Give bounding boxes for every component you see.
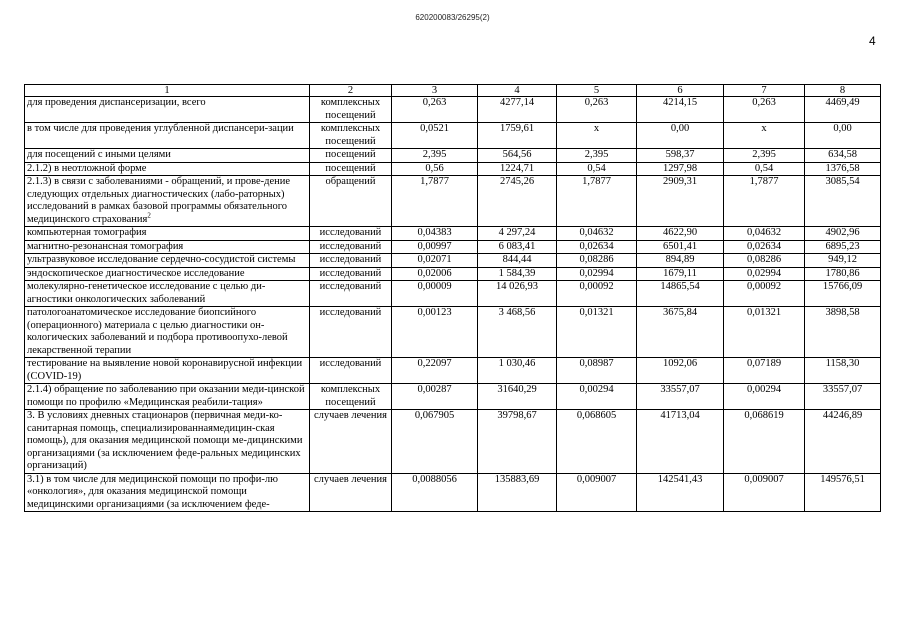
- value-cell-col4: 1 584,39: [478, 267, 557, 281]
- value-cell-col6: 1679,11: [637, 267, 724, 281]
- row-name: тестирование на выявление новой коронавирусной инфекции (COVID-19): [27, 358, 303, 382]
- value-cell-col3: 0,0088056: [392, 473, 478, 512]
- row-name: 3.1) в том числе для медицинской помощи по профи-лю «онкология», для оказания медицинской помощи медицинскими организациями (за исключением феде-: [27, 473, 278, 510]
- value-cell-col6: 3675,84: [637, 307, 724, 358]
- value-cell-col4: 39798,67: [478, 410, 557, 474]
- value-cell-col7: 0,00092: [724, 281, 805, 307]
- value-cell-col7: 0,08286: [724, 254, 805, 268]
- unit-cell: исследований: [310, 358, 392, 384]
- value-cell-col5: 0,08987: [557, 358, 637, 384]
- table-row: [25, 281, 881, 307]
- value-cell-col4: 1 030,46: [478, 358, 557, 384]
- value-cell-col4: 3 468,56: [478, 307, 557, 358]
- value-cell-col7: 2,395: [724, 149, 805, 163]
- document-code: 620200083/26295(2): [415, 13, 490, 22]
- value-cell-col4: 2745,26: [478, 176, 557, 227]
- table-row: [25, 473, 881, 512]
- table-row: [25, 358, 881, 384]
- value-cell-col3: 0,0521: [392, 123, 478, 149]
- unit-cell: исследований: [310, 240, 392, 254]
- value-cell-col4: 4 297,24: [478, 227, 557, 241]
- value-cell-col8: 3085,54: [805, 176, 881, 227]
- value-cell-col5: 0,009007: [557, 473, 637, 512]
- value-cell-col8: 0,00: [805, 123, 881, 149]
- value-cell-col5: 1,7877: [557, 176, 637, 227]
- table-row: [25, 410, 881, 474]
- value-cell-col8: 44246,89: [805, 410, 881, 474]
- value-cell-col4: 4277,14: [478, 97, 557, 123]
- table-row: [25, 227, 881, 241]
- column-number-2: 2: [310, 85, 392, 97]
- row-name: ультразвуковое исследование сердечно-сосудистой системы: [27, 254, 296, 265]
- row-name-cell: [25, 123, 310, 149]
- value-cell-col3: 0,00287: [392, 384, 478, 410]
- value-cell-col4: 1759,61: [478, 123, 557, 149]
- value-cell-col7: 0,263: [724, 97, 805, 123]
- value-cell-col3: 0,00123: [392, 307, 478, 358]
- row-name: патологоанатомическое исследование биопсийного (операционного) материала с целью диагностики он-кологических заболеваний и подбора противоопухо-левой лекарственной терапии: [27, 307, 288, 356]
- value-cell-col6: 14865,54: [637, 281, 724, 307]
- row-name: компьютерная томография: [27, 227, 147, 238]
- row-name-cell: [25, 254, 310, 268]
- value-cell-col8: 15766,09: [805, 281, 881, 307]
- table-row: [25, 254, 881, 268]
- value-cell-col8: 634,58: [805, 149, 881, 163]
- table-row: [25, 240, 881, 254]
- value-cell-col5: 2,395: [557, 149, 637, 163]
- value-cell-col3: 0,02071: [392, 254, 478, 268]
- column-number-1: 1: [25, 85, 310, 97]
- row-name-cell: [25, 240, 310, 254]
- table-row: [25, 97, 881, 123]
- row-name: 2.1.4) обращение по заболеванию при оказании меди-цинской помощи по профилю «Медицинская реабили-тация»: [27, 384, 305, 408]
- value-cell-col5: 0,01321: [557, 307, 637, 358]
- value-cell-col4: 31640,29: [478, 384, 557, 410]
- value-cell-col6: 142541,43: [637, 473, 724, 512]
- value-cell-col6: 4622,90: [637, 227, 724, 241]
- value-cell-col5: 0,068605: [557, 410, 637, 474]
- value-cell-col7: 0,068619: [724, 410, 805, 474]
- row-name-cell: [25, 97, 310, 123]
- tariff-table: [24, 84, 881, 512]
- value-cell-col8: 4469,49: [805, 97, 881, 123]
- column-number-6: 6: [637, 85, 724, 97]
- value-cell-col4: 564,56: [478, 149, 557, 163]
- table-row: [25, 307, 881, 358]
- column-number-header: [25, 85, 881, 97]
- unit-cell: посещений: [310, 162, 392, 176]
- row-name: молекулярно-генетическое исследование с целью ди-агностики онкологических заболеваний: [27, 281, 266, 305]
- value-cell-col5: 0,04632: [557, 227, 637, 241]
- column-number-3: 3: [392, 85, 478, 97]
- value-cell-col6: 1297,98: [637, 162, 724, 176]
- value-cell-col8: 3898,58: [805, 307, 881, 358]
- value-cell-col4: 6 083,41: [478, 240, 557, 254]
- value-cell-col5: 0,00294: [557, 384, 637, 410]
- value-cell-col7: 0,07189: [724, 358, 805, 384]
- row-name: эндоскопическое диагностическое исследование: [27, 267, 245, 279]
- unit-cell: исследований: [310, 254, 392, 268]
- value-cell-col8: 149576,51: [805, 473, 881, 512]
- value-cell-col3: 0,067905: [392, 410, 478, 474]
- value-cell-col8: 1376,58: [805, 162, 881, 176]
- value-cell-col3: 0,04383: [392, 227, 478, 241]
- value-cell-col3: 0,00009: [392, 281, 478, 307]
- unit-cell: исследований: [310, 307, 392, 358]
- value-cell-col3: 0,56: [392, 162, 478, 176]
- value-cell-col7: 0,02634: [724, 240, 805, 254]
- row-name: 2.1.2) в неотложной форме: [27, 162, 147, 174]
- value-cell-col8: 6895,23: [805, 240, 881, 254]
- row-name: для посещений с иными целями: [27, 149, 171, 160]
- value-cell-col6: 33557,07: [637, 384, 724, 410]
- value-cell-col3: 0,00997: [392, 240, 478, 254]
- unit-cell: обращений: [310, 176, 392, 227]
- value-cell-col4: 1224,71: [478, 162, 557, 176]
- value-cell-col5: х: [557, 123, 637, 149]
- value-cell-col5: 0,08286: [557, 254, 637, 268]
- unit-cell: случаев лечения: [310, 410, 392, 474]
- table-row: [25, 384, 881, 410]
- value-cell-col5: 0,02634: [557, 240, 637, 254]
- value-cell-col3: 2,395: [392, 149, 478, 163]
- value-cell-col4: 844,44: [478, 254, 557, 268]
- value-cell-col6: 4214,15: [637, 97, 724, 123]
- value-cell-col5: 0,54: [557, 162, 637, 176]
- row-name-cell: [25, 149, 310, 163]
- row-name-cell: [25, 410, 310, 474]
- table-row: [25, 162, 881, 176]
- unit-cell: посещений: [310, 149, 392, 163]
- value-cell-col7: 0,009007: [724, 473, 805, 512]
- value-cell-col8: 33557,07: [805, 384, 881, 410]
- value-cell-col3: 0,263: [392, 97, 478, 123]
- row-name-cell: [25, 176, 310, 227]
- value-cell-col5: 0,00092: [557, 281, 637, 307]
- value-cell-col6: 894,89: [637, 254, 724, 268]
- unit-cell: исследований: [310, 227, 392, 241]
- column-number-7: 7: [724, 85, 805, 97]
- value-cell-col8: 1158,30: [805, 358, 881, 384]
- column-number-4: 4: [478, 85, 557, 97]
- row-name-cell: [25, 267, 310, 281]
- value-cell-col6: 0,00: [637, 123, 724, 149]
- row-name: 2.1.3) в связи с заболеваниями - обращений, и прове-дение следующих отдельных диагностических (лабо-раторных) исследований в рамках базовой программы обязательного медицинского страхования: [27, 176, 291, 225]
- value-cell-col7: 0,04632: [724, 227, 805, 241]
- column-number-5: 5: [557, 85, 637, 97]
- value-cell-col3: 0,02006: [392, 267, 478, 281]
- value-cell-col7: 0,02994: [724, 267, 805, 281]
- row-name-cell: [25, 307, 310, 358]
- unit-cell: комплексных посещений: [310, 97, 392, 123]
- table-row: [25, 176, 881, 227]
- value-cell-col7: 0,00294: [724, 384, 805, 410]
- value-cell-col6: 2909,31: [637, 176, 724, 227]
- row-name-cell: [25, 358, 310, 384]
- table-row: [25, 123, 881, 149]
- footnote-marker: 2: [147, 211, 151, 219]
- value-cell-col8: 4902,96: [805, 227, 881, 241]
- value-cell-col7: х: [724, 123, 805, 149]
- value-cell-col4: 14 026,93: [478, 281, 557, 307]
- value-cell-col7: 0,01321: [724, 307, 805, 358]
- row-name: 3. В условиях дневных стационаров (первичная меди-ко-санитарная помощь, специализированнаямедицин-ская помощь), для оказания медицинской помощи ме-дицинскими организациями (за исключением феде-ральных медицинских организаций): [27, 410, 303, 471]
- table-row: [25, 267, 881, 281]
- value-cell-col8: 949,12: [805, 254, 881, 268]
- row-name: в том числе для проведения углубленной диспансери-зации: [27, 123, 294, 134]
- value-cell-col3: 0,22097: [392, 358, 478, 384]
- table-body: [25, 85, 881, 512]
- value-cell-col3: 1,7877: [392, 176, 478, 227]
- row-name-cell: [25, 162, 310, 176]
- value-cell-col6: 598,37: [637, 149, 724, 163]
- value-cell-col7: 1,7877: [724, 176, 805, 227]
- row-name-cell: [25, 384, 310, 410]
- unit-cell: исследований: [310, 267, 392, 281]
- value-cell-col5: 0,263: [557, 97, 637, 123]
- value-cell-col6: 1092,06: [637, 358, 724, 384]
- value-cell-col5: 0,02994: [557, 267, 637, 281]
- row-name-cell: [25, 227, 310, 241]
- row-name-cell: [25, 281, 310, 307]
- unit-cell: случаев лечения: [310, 473, 392, 512]
- column-number-8: 8: [805, 85, 881, 97]
- value-cell-col6: 41713,04: [637, 410, 724, 474]
- row-name: магнитно-резонансная томография: [27, 240, 184, 252]
- value-cell-col7: 0,54: [724, 162, 805, 176]
- table-row: [25, 149, 881, 163]
- value-cell-col6: 6501,41: [637, 240, 724, 254]
- unit-cell: комплексных посещений: [310, 384, 392, 410]
- value-cell-col4: 135883,69: [478, 473, 557, 512]
- row-name: для проведения диспансеризации, всего: [27, 97, 206, 108]
- unit-cell: исследований: [310, 281, 392, 307]
- value-cell-col8: 1780,86: [805, 267, 881, 281]
- page-number: 4: [869, 34, 876, 48]
- unit-cell: комплексных посещений: [310, 123, 392, 149]
- row-name-cell: [25, 473, 310, 512]
